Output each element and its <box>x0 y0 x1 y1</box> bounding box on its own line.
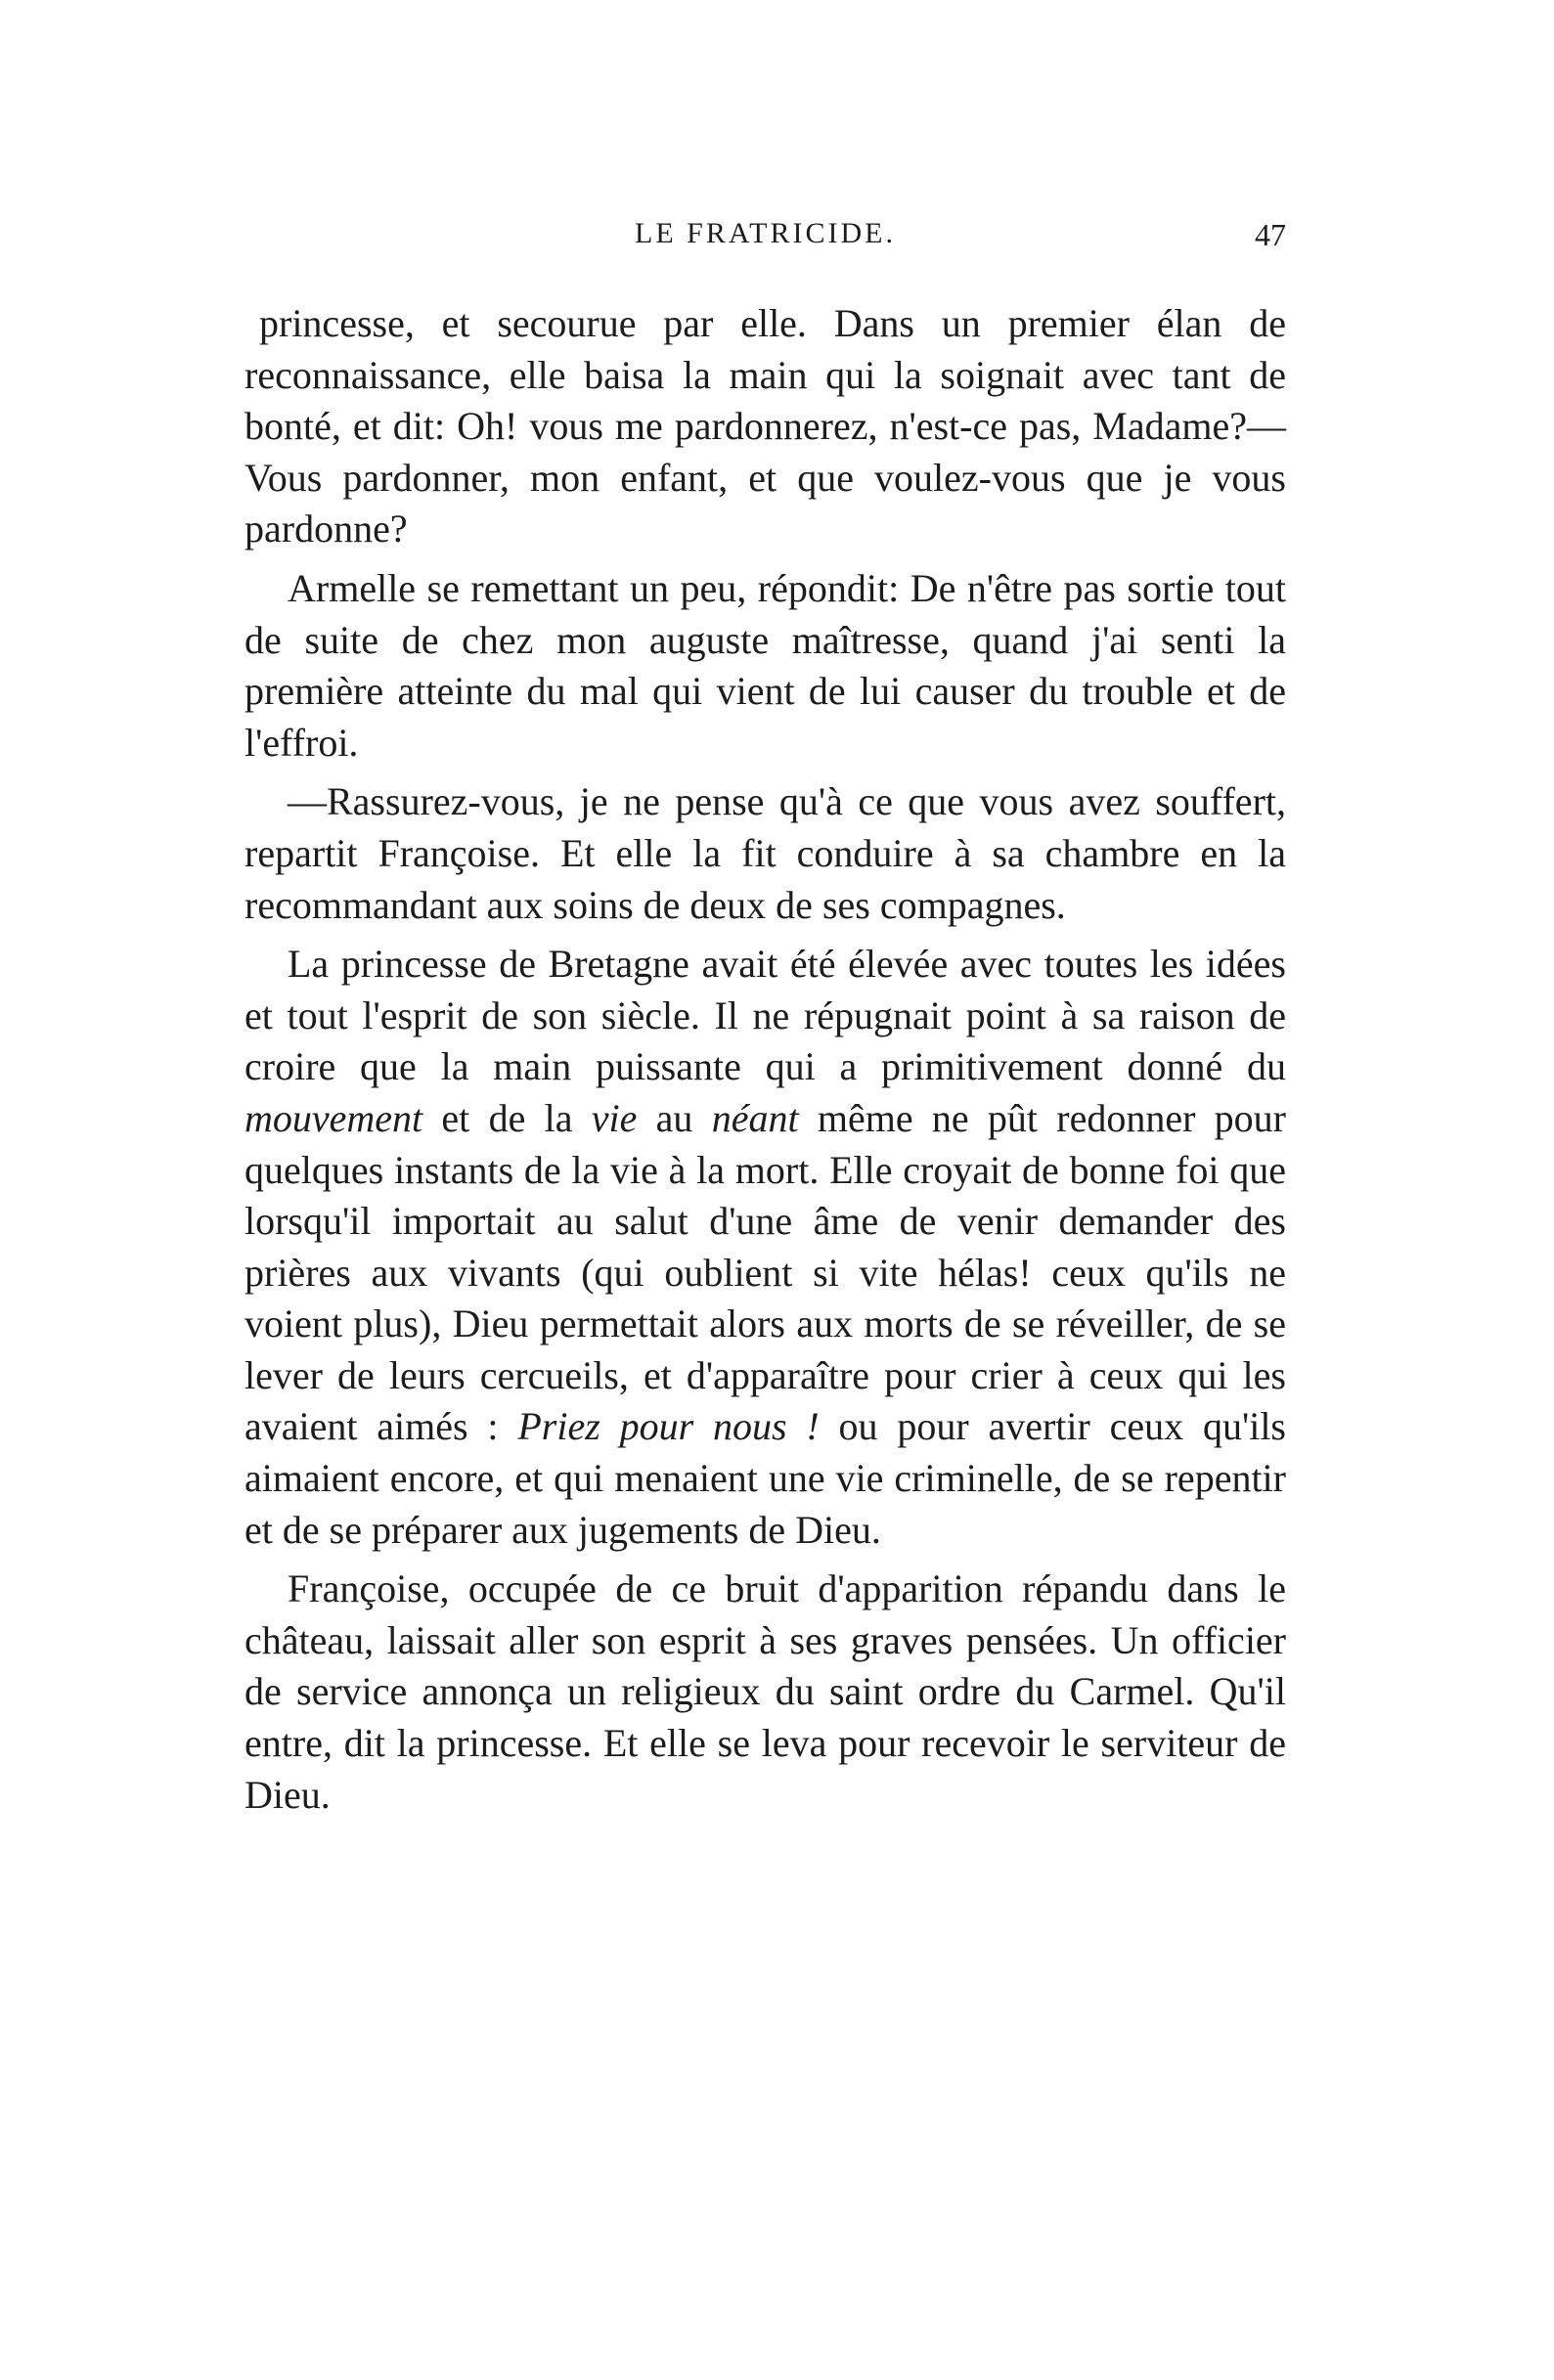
page-number: 47 <box>1255 217 1286 252</box>
italic-text: néant <box>711 1095 799 1140</box>
paragraph <box>244 1564 1286 1821</box>
text-segment: La princesse de Bretagne avait été élevée avec toutes les idées et tout l'esprit de son siècle. Il ne répugnait point à sa raison de croire que la main puissante qui a primitivement donné du <box>244 942 1286 1089</box>
paragraph <box>244 776 1286 931</box>
text-segment: princesse, et secourue par elle. Dans un premier élan de reconnaissance, elle baisa la main qui la soignait avec tant de bonté, et dit: Oh! vous me pardonnerez, n'est-ce pas, Madame?—Vous pardonner, mon enfant, et que voulez-vous que je vous pardonne? <box>244 301 1286 551</box>
italic-text: Priez pour nous ! <box>517 1404 820 1449</box>
italic-text: mouvement <box>244 1095 423 1140</box>
text-segment: Armelle se remettant un peu, répondit: De n'être pas sortie tout de suite de chez mon auguste maîtresse, quand j'ai senti la première atteinte du mal qui vient de lui causer du trouble et de l'effroi. <box>244 565 1286 765</box>
text-segment: —Rassurez-vous, je ne pense qu'à ce que vous avez souffert, repartit Françoise. Et elle la fit conduire à sa chambre en la recommandant aux soins de deux de ses compagnes. <box>244 779 1286 927</box>
running-title: LE FRATRICIDE. <box>635 217 896 249</box>
text-segment: même ne pût redonner pour quelques instants de la vie à la mort. Elle croyait de bonne foi que lorsqu'il importait au salut d'une âme de venir demander des prières aux vivants (qui oublient si vite hélas! ceux qu'ils ne voient plus), Dieu permettait alors aux morts de se réveiller, de se lever de leurs cercueils, et d'apparaître pour crier à ceux qui les avaient aimés : <box>244 1095 1286 1449</box>
paragraph <box>244 563 1286 769</box>
text-block <box>244 298 1286 1829</box>
running-head <box>244 217 1286 264</box>
paragraph <box>244 939 1286 1556</box>
text-segment: et de la <box>422 1095 592 1140</box>
paragraph <box>244 298 1286 555</box>
text-segment: Françoise, occupée de ce bruit d'apparition répandu dans le château, laissait aller son esprit à ses graves pensées. Un officier de service annonça un religieux du saint ordre du Carmel. Qu'il entre, dit la princesse. Et elle se leva pour recevoir le serviteur de Dieu. <box>244 1566 1286 1817</box>
italic-text: vie <box>591 1095 638 1140</box>
text-segment: au <box>637 1095 712 1140</box>
text-segment: ou pour avertir ceux qu'ils aimaient encore, et qui menaient une vie criminelle, de se repentir et de se préparer aux jugements de Dieu. <box>244 1404 1286 1552</box>
